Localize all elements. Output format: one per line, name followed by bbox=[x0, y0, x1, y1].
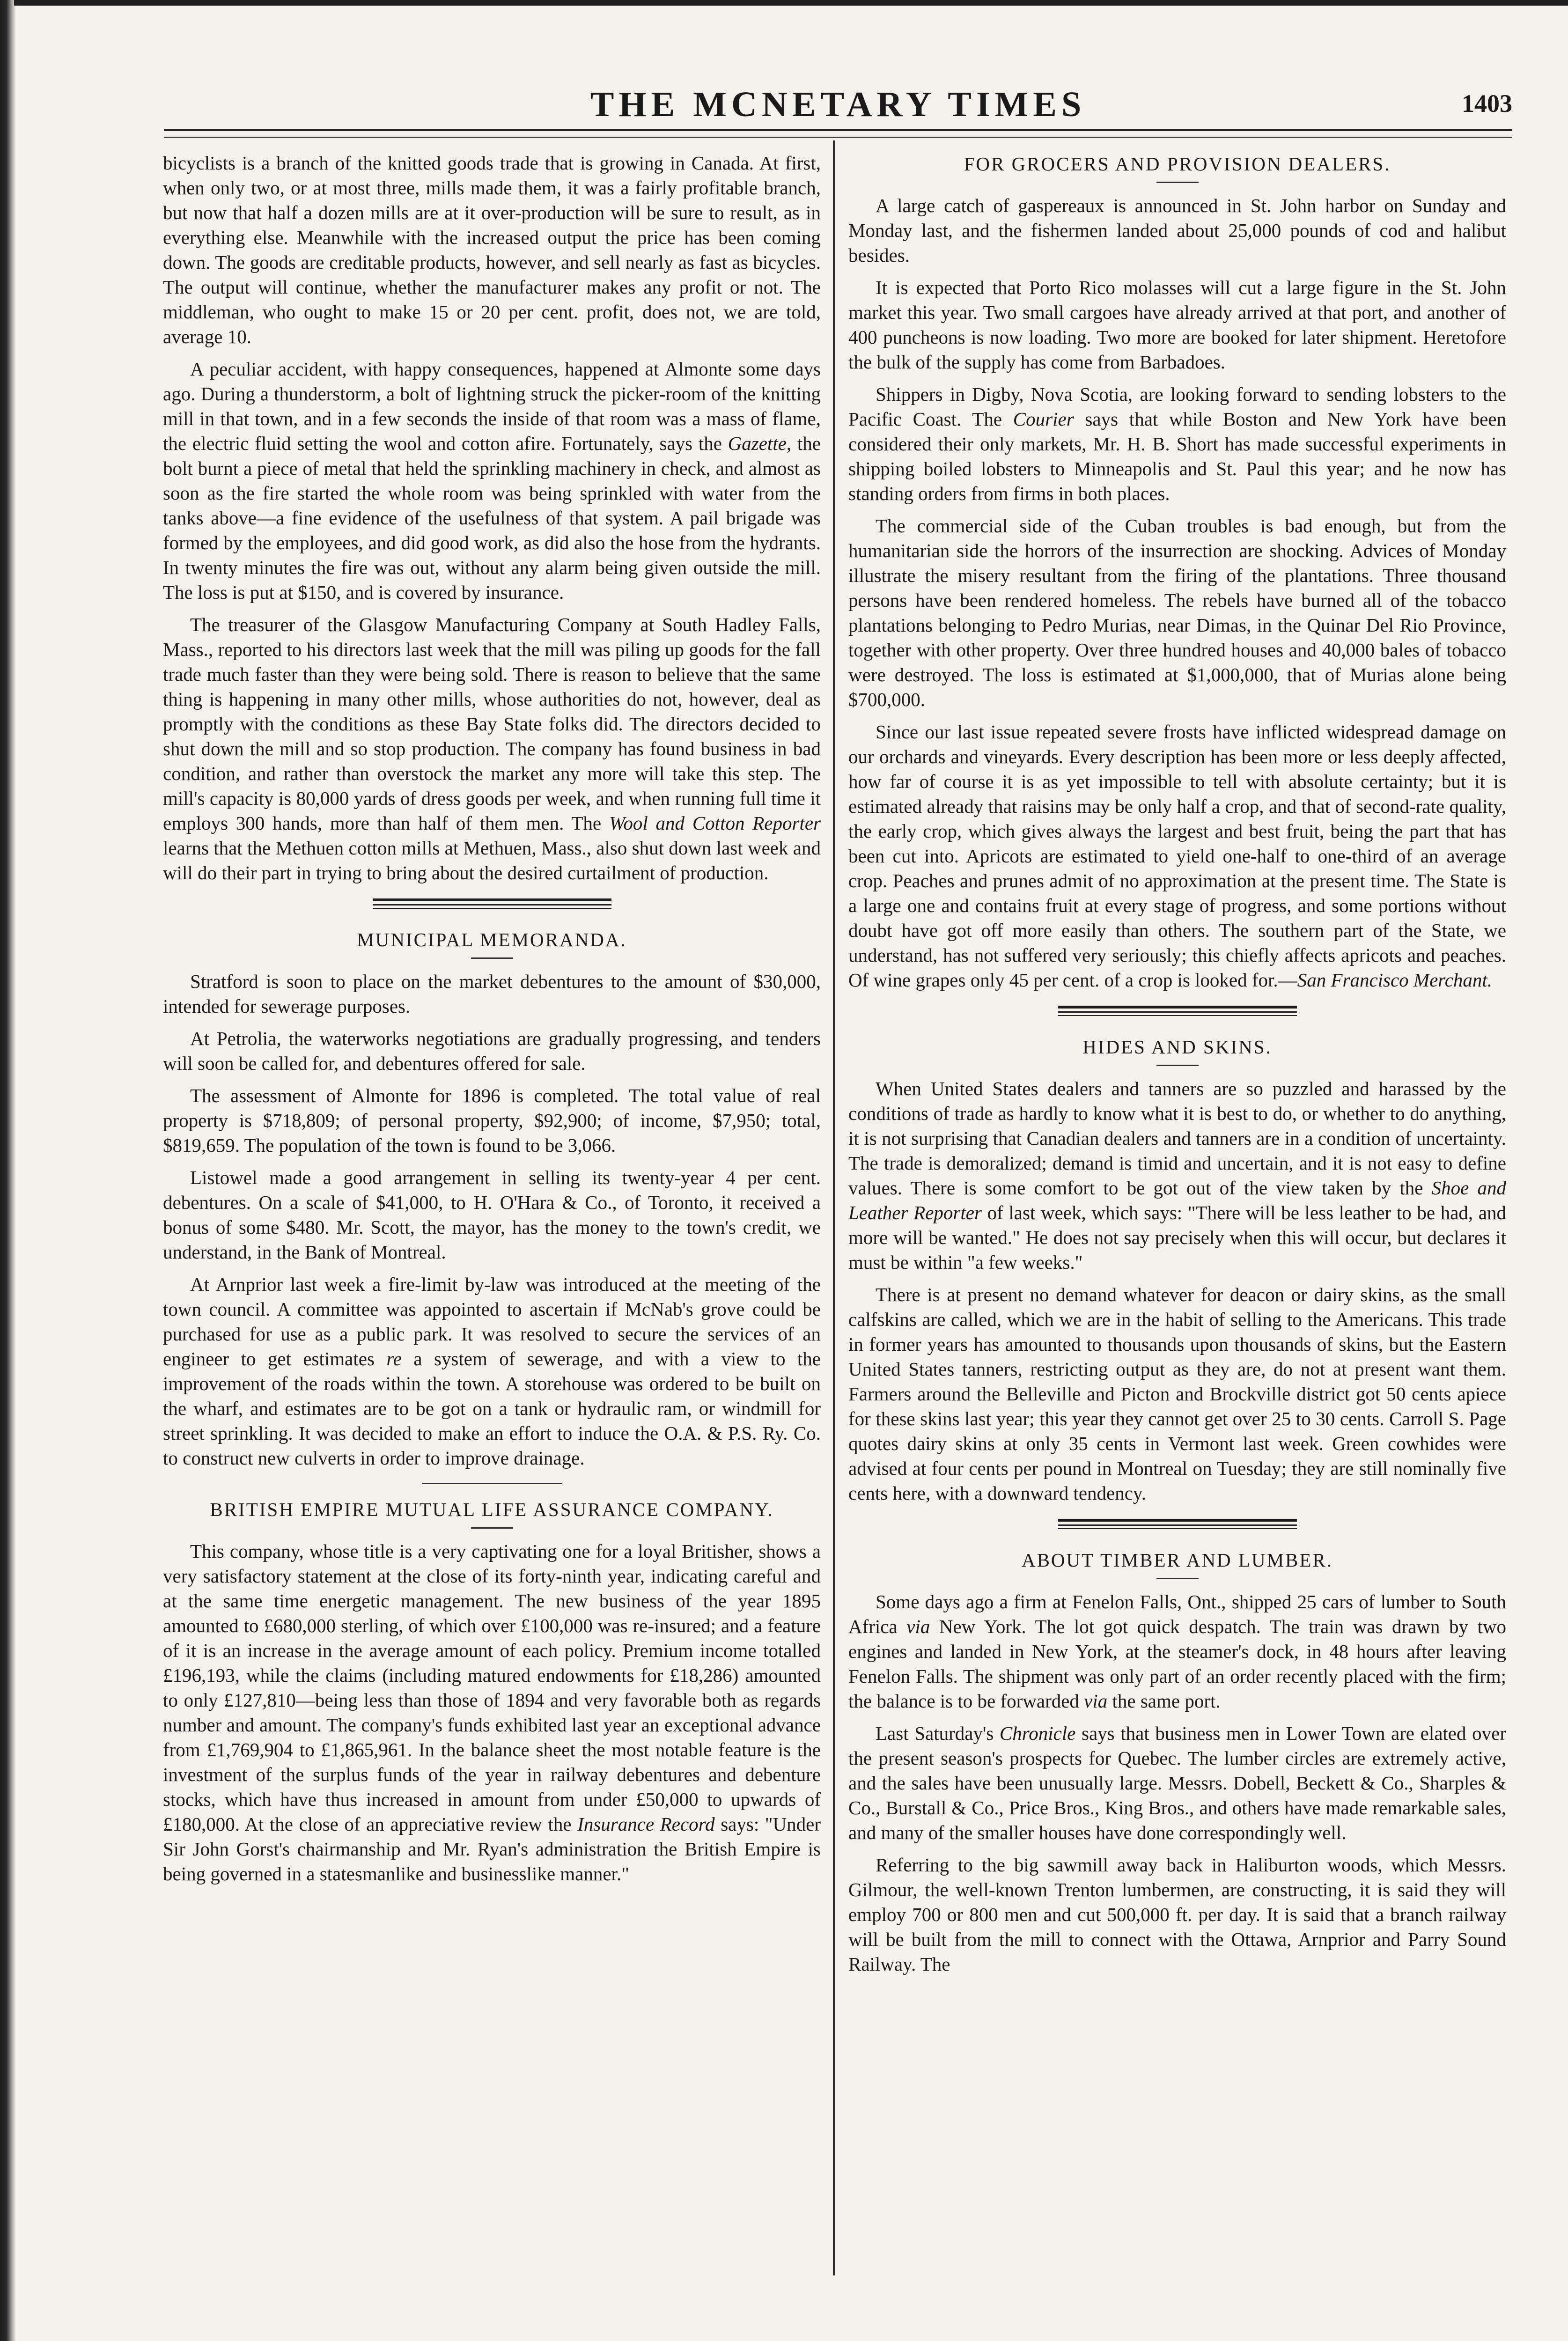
lobsters-paragraph: Shippers in Digby, Nova Scotia, are looking forward to sending lobsters to the Pacific Coast. The Courier says that while Boston and New York have been considered their only markets, Mr. H. B. Short has made successful experiments in shipping boiled lobsters to Minneapolis and St. Paul this year; and he now has standing orders from firms in both places. bbox=[848, 383, 1506, 504]
masthead bbox=[164, 83, 1512, 125]
top-border-rule bbox=[14, 0, 1568, 6]
almonte-assessment-paragraph: The assessment of Almonte for 1896 is completed. The total value of real property is $718,809; of personal property, $92,900; of income, $7,950; total, $819,659. The population of the town is found to be 3,066. bbox=[163, 1085, 821, 1156]
scan-edge bbox=[0, 0, 16, 2341]
section-separator bbox=[422, 1483, 562, 1484]
frost-damage-paragraph: Since our last issue repeated severe frosts have inflicted widespread damage on our orchards and vineyards. Every description has been more or less deeply affected, how far of course it is as yet impossible to tell with absolute certainty; but it is estimated already that raisins may be only half a crop, and that of second-rate quality, the early crop, which gives always the largest and best fruit, being the part that has been cut into. Apricots are estimated to yield one-half to one-third of an average crop. Peaches and prunes admit of no approximation at the present time. The State is a large one and contains fruit at every stage of progress, and some portions without doubt have got off more easily than others. The southern part of the State, we understand, has not suffered very seriously; this chiefly affects apricots and peaches. Of wine grapes only 45 per cent. of a crop is looked for.—San Francisco Merchant. bbox=[848, 721, 1506, 991]
chronicle-quebec-paragraph: Last Saturday's Chronicle says that business men in Lower Town are elated over the present season's prospects for Quebec. The lumber circles are extremely active, and the sales have been unusually large. Messrs. Dobell, Beckett & Co., Sharples & Co., Burstall & Co., Price Bros., King Bros., and others have made remarkable sales, and many of the smaller houses have done correspondingly well. bbox=[848, 1723, 1506, 1843]
molasses-paragraph: It is expected that Porto Rico molasses will cut a large figure in the St. John market this year. Two small cargoes have already arrived at that port, and another of 400 puncheons is now loading. Two more are booked for later shipment. Heretofore the bulk of the supply has come from Barbadoes. bbox=[848, 277, 1506, 373]
grocers-heading: FOR GROCERS AND PROVISION DEALERS. bbox=[964, 153, 1391, 175]
glasgow-mill-paragraph: The treasurer of the Glasgow Manufacturing Company at South Hadley Falls, Mass., reported to his directors last week that the mill was piling up goods for the fall trade much faster than they were being sold. There is reason to believe that the same thing is happening in many other mills, whose authorities do not, however, deal as promptly with the conditions as these Bay State folks did. The directors decided to shut down the mill and so stop production. The company has found business in bad condition, and rather than overstock the market any more will take this step. The mill's capacity is 80,000 yards of dress goods per week, and when running full time it employs 300 hands, more than half of them men. The Wool and Cotton Reporter learns that the Methuen cotton mills at Methuen, Mass., also shut down last week and will do their part in trying to bring about the desired curtailment of production. bbox=[163, 614, 821, 883]
section-separator bbox=[1058, 1519, 1297, 1529]
hides-skins-heading: HIDES AND SKINS. bbox=[1082, 1036, 1272, 1058]
section-separator bbox=[1058, 1006, 1297, 1016]
arnprior-paragraph: At Arnprior last week a fire-limit by-law was introduced at the meeting of the town council. A committee was appointed to ascertain if McNab's grove could be purchased for use as a public park. It was resolved to secure the services of an engineer to get estimates re a system of sewerage, and with a view to the improvement of the roads within the town. A storehouse was ordered to be built on the wharf, and estimates are to be got on a tank or hydraulic ram, or windmill for street sprinkling. It was decided to make an effort to induce the O.A. & P.S. Ry. Co. to construct new culverts in order to improve drainage. bbox=[163, 1274, 821, 1469]
right-column bbox=[848, 151, 1506, 1984]
section-separator bbox=[373, 898, 611, 909]
stratford-paragraph: Stratford is soon to place on the market debentures to the amount of $30,000, intended for sewerage purposes. bbox=[163, 971, 821, 1017]
column-divider bbox=[833, 140, 835, 2275]
heading-rule bbox=[1156, 182, 1199, 183]
hides-paragraph-2: There is at present no demand whatever for deacon or dairy skins, as the small calfskins are called, which we are in the habit of selling to the Americans. This trade in former years has amounted to thousands upon thousands of skins, but the Eastern United States tanners, restricting output as they are, do not at present want them. Farmers around the Belleville and Picton and Brockville district got 50 cents apiece for these skins last year; this year they cannot get over 25 to 30 cents. Carroll S. Page quotes dairy skins at only 35 cents in Vermont last week. Green cowhides were advised at four cents per pound in Montreal on Tuesday; they are still nominally five cents here, with a downward tendency. bbox=[848, 1284, 1506, 1504]
header-rule-upper bbox=[164, 129, 1512, 131]
header-rule-lower bbox=[164, 137, 1512, 138]
heading-rule bbox=[1156, 1578, 1199, 1579]
cuban-troubles-paragraph: The commercial side of the Cuban troubles is bad enough, but from the humanitarian side the horrors of the insurrection are shocking. Advices of Monday illustrate the misery resultant from the firing of the plantations. Three thousand persons have been rendered homeless. The rebels have burned all of the tobacco plantations belonging to Pedro Murias, near Dimas, in the Quinar Del Rio Province, together with other property. Over three hundred houses and 40,000 bales of tobacco were destroyed. The loss is estimated at $1,000,000, that of Murias alone being $700,000. bbox=[848, 515, 1506, 710]
almonte-accident-paragraph: A peculiar accident, with happy consequences, happened at Almonte some days ago. During a thunderstorm, a bolt of lightning struck the picker-room of the knitting mill in that town, and in a few seconds the inside of that room was a mass of flame, the electric fluid setting the wool and cotton afire. Fortunately, says the Gazette, the bolt burnt a piece of metal that held the sprinkling machinery in check, and almost as soon as the fire started the whole room was being sprinkled with water from the tanks above—a fine evidence of the usefulness of that system. A pail brigade was formed by the employees, and did good work, as did also the hose from the hydrants. In twenty minutes the fire was out, without any alarm being given outside the mill. The loss is put at $150, and is covered by insurance. bbox=[163, 358, 821, 603]
petrolia-paragraph: At Petrolia, the waterworks negotiations are gradually progressing, and tenders will soon be called for, and debentures offered for sale. bbox=[163, 1028, 821, 1074]
heading-rule bbox=[471, 957, 513, 959]
british-empire-heading: BRITISH EMPIRE MUTUAL LIFE ASSURANCE COMPANY. bbox=[210, 1499, 774, 1520]
haliburton-sawmill-paragraph: Referring to the big sawmill away back in Haliburton woods, which Messrs. Gilmour, the well-known Trenton lumbermen, are constructing, it is said they will employ 700 or 800 men and cut 500,000 ft. per day. It is said that a branch railway will be built from the mill to connect with the Ottawa, Arnprior and Parry Sound Railway. The bbox=[848, 1854, 1506, 1975]
left-column bbox=[163, 151, 821, 1894]
fenelon-falls-paragraph: Some days ago a firm at Fenelon Falls, Ont., shipped 25 cars of lumber to South Africa via New York. The lot got quick despatch. The train was drawn by two engines and landed in New York, at the steamer's dock, in 48 hours after leaving Fenelon Falls. The shipment was only part of an order recently placed with the firm; the balance is to be forwarded via the same port. bbox=[848, 1591, 1506, 1712]
heading-rule bbox=[1156, 1065, 1199, 1066]
gaspereaux-paragraph: A large catch of gaspereaux is announced in St. John harbor on Sunday and Monday last, and the fishermen landed about 25,000 pounds of cod and halibut besides. bbox=[848, 195, 1506, 266]
page-number: 1403 bbox=[1462, 89, 1512, 118]
hides-paragraph-1: When United States dealers and tanners are so puzzled and harassed by the conditions of trade as hardly to know what it is best to do, or whether to do anything, it is not surprising that Canadian dealers and tanners are in a condition of uncertainty. The trade is demoralized; demand is timid and uncertain, and it is not easy to define values. There is some comfort to be got out of the view taken by the Shoe and Leather Reporter of last week, which says: "There will be less leather to be had, and more will be wanted." He does not say precisely when this will occur, but declares it must be within "a few weeks." bbox=[848, 1078, 1506, 1273]
bicycle-goods-paragraph: bicyclists is a branch of the knitted goods trade that is growing in Canada. At first, when only two, or at most three, mills made them, it was a fairly profitable branch, but now that half a dozen mills are at it over-production will be sure to result, as in everything else. Meanwhile with the increased output the price has been coming down. The goods are creditable products, however, and sell nearly as fast as bicycles. The output will continue, whether the manufacturer makes any profit or not. The middleman, who ought to make 15 or 20 per cent. profit, does not, we are told, average 10. bbox=[163, 152, 821, 347]
publication-title: THE MCNETARY TIMES bbox=[590, 85, 1086, 124]
timber-lumber-heading: ABOUT TIMBER AND LUMBER. bbox=[1021, 1549, 1333, 1571]
municipal-memoranda-heading: MUNICIPAL MEMORANDA. bbox=[357, 929, 627, 950]
british-empire-paragraph: This company, whose title is a very captivating one for a loyal Britisher, shows a very satisfactory statement at the close of its forty-ninth year, indicating careful and at the same time energetic management. The new business of the year 1895 amounted to £680,000 sterling, of which over £100,000 was re-insured; and a feature of it is an increase in the average amount of each policy. Premium income totalled £196,193, while the claims (including matured endowments for £18,286) amounted to only £127,810—being less than those of 1894 and very favorable both as regards number and amount. The company's funds exhibited last year an exceptional advance from £1,769,904 to £1,865,961. In the balance sheet the most notable feature is the investment of the surplus funds of the year in railway debentures and debenture stocks, which have thus increased in amount from under £50,000 to upwards of £180,000. At the close of an appreciative review the Insurance Record says: "Under Sir John Gorst's chairmanship and Mr. Ryan's administration the British Empire is being governed in a statesmanlike and businesslike manner." bbox=[163, 1540, 821, 1885]
heading-rule bbox=[471, 1527, 513, 1529]
listowel-paragraph: Listowel made a good arrangement in selling its twenty-year 4 per cent. debentures. On a scale of $41,000, to H. O'Hara & Co., of Toronto, it received a bonus of some $480. Mr. Scott, the mayor, has the money to the town's credit, we understand, in the Bank of Montreal. bbox=[163, 1167, 821, 1263]
